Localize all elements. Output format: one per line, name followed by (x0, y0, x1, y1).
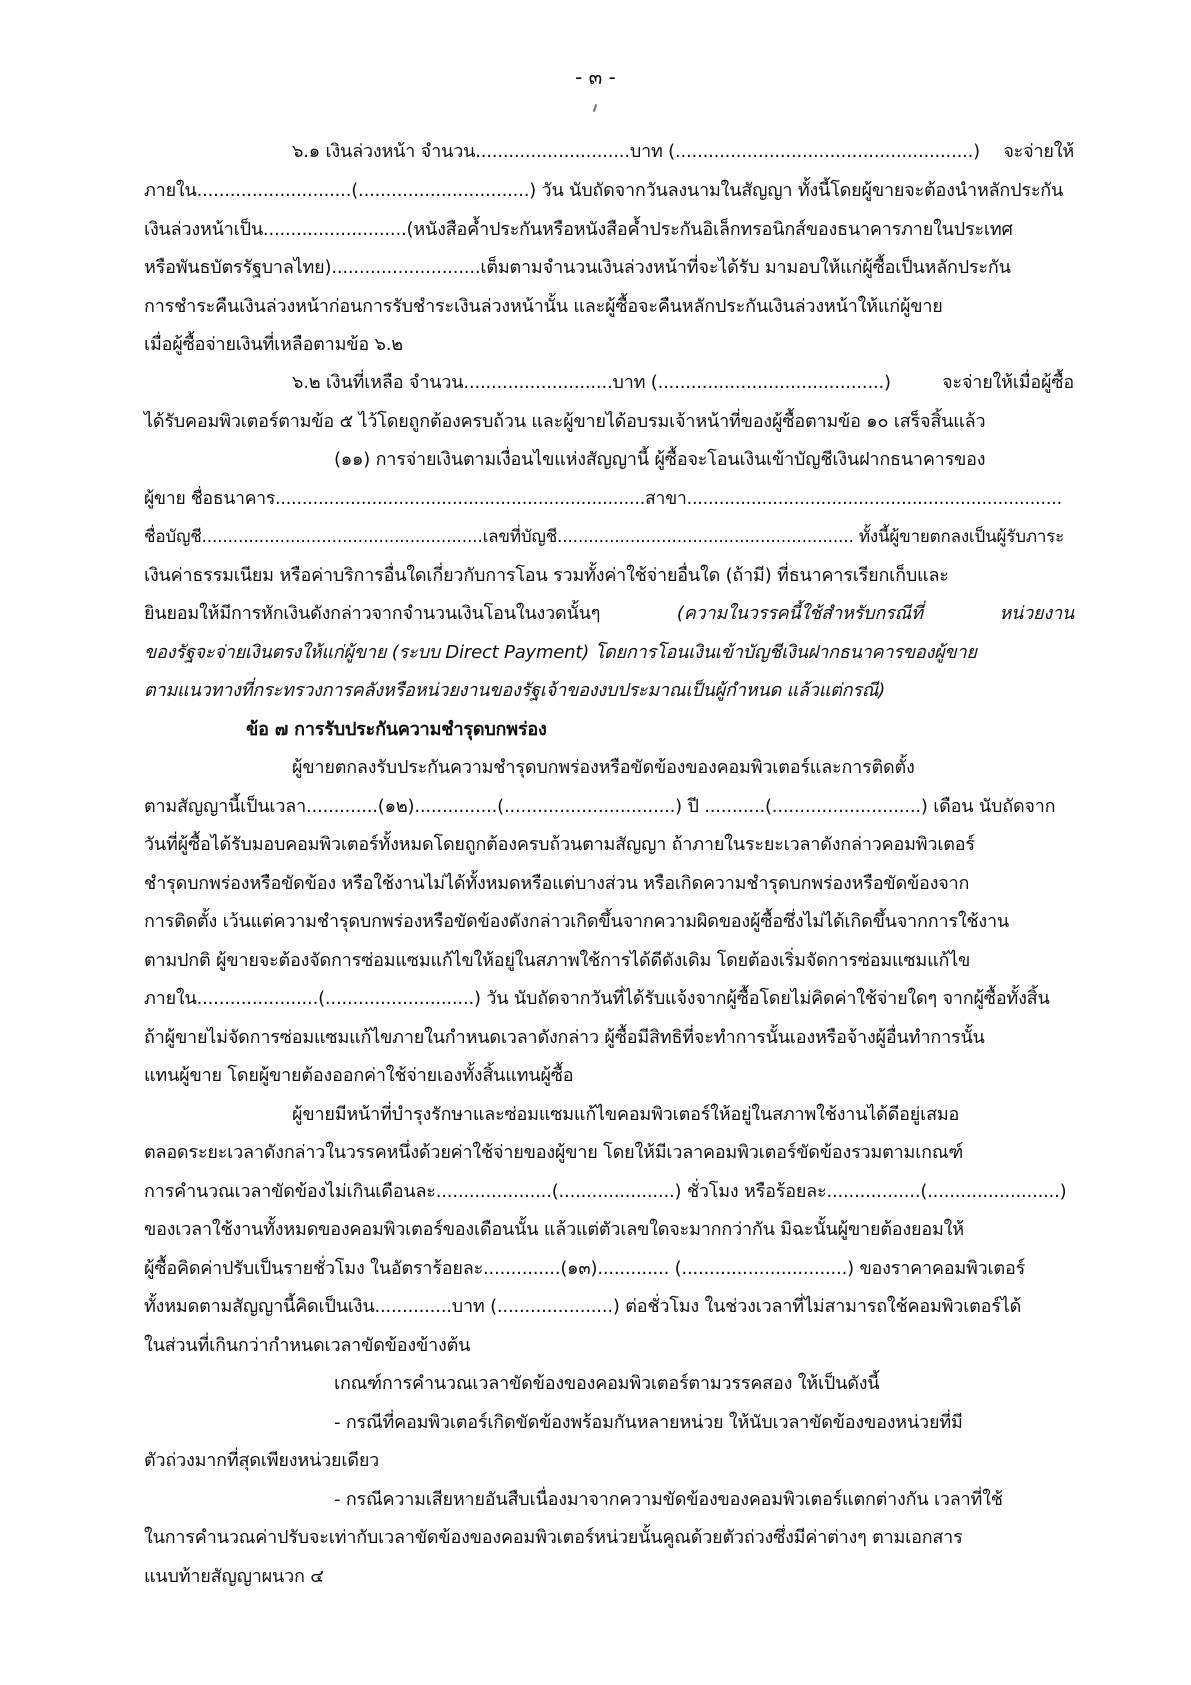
page-number: - ๓ - (575, 65, 616, 89)
text-line: ผู้ซื้อคิดค่าปรับเป็นรายชั่วโมง ในอัตราร้อยละ..............(๑๓)............. (..............................) ของราคาคอมพิวเตอร์ (144, 1258, 1026, 1279)
text-line: หรือพันธบัตรรัฐบาลไทย)...........................เต็มตามจำนวนเงินล่วงหน้าที่จะได้รับ มามอบให้แก่ผู้ซื้อเป็นหลักประกัน (144, 257, 1011, 278)
text-line: ของรัฐจะจ่ายเงินตรงให้แก่ผู้ขาย (ระบบ Direct Payment) โดยการโอนเงินเข้าบัญชีเงินฝากธนาคารของผู้ขาย (144, 642, 977, 663)
text-line: ของเวลาใช้งานทั้งหมดของคอมพิวเตอร์ของเดือนนั้น แล้วแต่ตัวเลขใดจะมากกว่ากัน มิฉะนั้นผู้ขายต้องยอมให้ (144, 1219, 964, 1240)
text-line: ภายใน............................(...............................) วัน นับถัดจากวันลงนามในสัญญา ทั้งนี้โดยผู้ขายจะต้องนำหลักประกัน (144, 180, 1064, 201)
text-line: เกณฑ์การคำนวณเวลาขัดข้องของคอมพิวเตอร์ตามวรรคสอง ให้เป็นดังนี้ (334, 1373, 880, 1394)
text-line: ยินยอมให้มีการหักเงินดังกล่าวจากจำนวนเงินโอนในงวดนั้นๆ (ความในวรรคนี้ใช้สำหรับกรณีที่ หน่วยงาน (144, 603, 1074, 624)
text-line: ตลอดระยะเวลาดังกล่าวในวรรคหนึ่งด้วยค่าใช้จ่ายของผู้ขาย โดยให้มีเวลาคอมพิวเตอร์ขัดข้องรวมตามเกณฑ์ (144, 1142, 964, 1163)
text-line: แนบท้ายสัญญาผนวก ๔ (144, 1566, 324, 1587)
text-line: การติดตั้ง เว้นแต่ความชำรุดบกพร่องหรือขัดข้องดังกล่าวเกิดขึ้นจากความผิดของผู้ซื้อซึ่งไม่ได้เกิดขึ้นจากการใช้งาน (144, 911, 1010, 932)
text-line: - กรณีที่คอมพิวเตอร์เกิดขัดข้องพร้อมกันหลายหน่วย ให้นับเวลาขัดข้องของหน่วยที่มี (334, 1412, 963, 1433)
text-line: ในการคำนวณค่าปรับจะเท่ากับเวลาขัดข้องของคอมพิวเตอร์หน่วยนั้นคูณด้วยตัวถ่วงซึ่งมีค่าต่างๆ ตามเอกสาร (144, 1527, 963, 1548)
pen-mark (593, 104, 598, 112)
text-line: เงินล่วงหน้าเป็น..........................(หนังสือค้ำประกันหรือหนังสือค้ำประกันอิเล็กทรอนิกส์ของธนาคารภายในประเทศ (144, 219, 1013, 240)
text-line: ผู้ขายมีหน้าที่บำรุงรักษาและซ่อมแซมแก้ไขคอมพิวเตอร์ให้อยู่ในสภาพใช้งานได้ดีอยู่เสมอ (292, 1104, 960, 1125)
text-line: (๑๑) การจ่ายเงินตามเงื่อนไขแห่งสัญญานี้ ผู้ซื้อจะโอนเงินเข้าบัญชีเงินฝากธนาคารของ (334, 449, 986, 470)
text-line: - กรณีความเสียหายอันสืบเนื่องมาจากความขัดข้องของคอมพิวเตอร์แตกต่างกัน เวลาที่ใช้ (334, 1489, 1003, 1510)
text-line: ตามแนวทางที่กระทรวงการคลังหรือหน่วยงานของรัฐเจ้าของงบประมาณเป็นผู้กำหนด แล้วแต่กรณี) (144, 680, 886, 701)
text-line: ๖.๑ เงินล่วงหน้า จำนวน............................บาท (......................................................) จะจ่ายให้ (292, 141, 1074, 162)
text-line: ได้รับคอมพิวเตอร์ตามข้อ ๕ ไว้โดยถูกต้องครบถ้วน และผู้ขายได้อบรมเจ้าหน้าที่ของผู้ซื้อตามข้อ ๑๐ เสร็จสิ้นแล้ว (144, 411, 986, 432)
text-line: ชื่อบัญชี......................................................เลขที่บัญชี......................................................... ทั้งนี้ผู้ขายตกลงเป็นผู้รับภาระ (144, 527, 1065, 547)
text-line: ชำรุดบกพร่องหรือขัดข้อง หรือใช้งานไม่ได้ทั้งหมดหรือแต่บางส่วน หรือเกิดความชำรุดบกพร่องหรือขัดข้องจาก (144, 873, 970, 894)
text-line: การคำนวณเวลาขัดข้องไม่เกินเดือนละ.....................(.....................) ชั่วโมง หรือร้อยละ.................(........................) (144, 1181, 1067, 1202)
text-line: การชำระคืนเงินล่วงหน้าก่อนการรับชำระเงินล่วงหน้านั้น และผู้ซื้อจะคืนหลักประกันเงินล่วงหน้าให้แก่ผู้ขาย (144, 296, 943, 317)
text-line: ภายใน......................(...........................) วัน นับถัดจากวันที่ได้รับแจ้งจากผู้ซื้อโดยไม่คิดค่าใช้จ่ายใดๆ จากผู้ซื้อทั้งสิ้น (144, 988, 1050, 1009)
text-line: วันที่ผู้ซื้อได้รับมอบคอมพิวเตอร์ทั้งหมดโดยถูกต้องครบถ้วนตามสัญญา ถ้าภายในระยะเวลาดังกล่าวคอมพิวเตอร์ (144, 834, 975, 855)
text-line: ๖.๒ เงินที่เหลือ จำนวน...........................บาท (.........................................) จะจ่ายให้เมื่อผู้ซื้อ (292, 372, 1074, 393)
text-line: ตามปกติ ผู้ขายจะต้องจัดการซ่อมแซมแก้ไขให้อยู่ในสภาพใช้การได้ดีดังเดิม โดยต้องเริ่มจัดการซ่อมแซมแก้ไข (144, 950, 971, 971)
section-heading: ข้อ ๗ การรับประกันความชำรุดบกพร่อง (246, 719, 547, 740)
text-line: ถ้าผู้ขายไม่จัดการซ่อมแซมแก้ไขภายในกำหนดเวลาดังกล่าว ผู้ซื้อมีสิทธิที่จะทำการนั้นเองหรือจ้างผู้อื่นทำการนั้น (144, 1027, 985, 1048)
text-line: เงินค่าธรรมเนียม หรือค่าบริการอื่นใดเกี่ยวกับการโอน รวมทั้งค่าใช้จ่ายอื่นใด (ถ้ามี) ที่ธนาคารเรียกเก็บและ (144, 565, 949, 586)
text-line: ตัวถ่วงมากที่สุดเพียงหน่วยเดียว (144, 1450, 380, 1471)
text-line: ตามสัญญานี้เป็นเวลา.............(๑๒)...............(...............................) ปี ...........(...........................) เดือน นับถัดจาก (144, 796, 1056, 817)
text-line: ผู้ขาย ชื่อธนาคาร.....................................................................สาขา...................................................................... (144, 489, 1062, 509)
text-line: ผู้ขายตกลงรับประกันความชำรุดบกพร่องหรือขัดข้องของคอมพิวเตอร์และการติดตั้ง (292, 757, 915, 778)
text-line: แทนผู้ขาย โดยผู้ขายต้องออกค่าใช้จ่ายเองทั้งสิ้นแทนผู้ซื้อ (144, 1065, 574, 1086)
text-line: เมื่อผู้ซื้อจ่ายเงินที่เหลือตามข้อ ๖.๒ (144, 334, 403, 355)
text-line: ทั้งหมดตามสัญญานี้คิดเป็นเงิน..............บาท (.....................) ต่อชั่วโมง ในช่วงเวลาที่ไม่สามารถใช้คอมพิวเตอร์ได้ (144, 1296, 1022, 1317)
text-line: ในส่วนที่เกินกว่ากำหนดเวลาขัดข้องข้างต้น (144, 1335, 471, 1356)
